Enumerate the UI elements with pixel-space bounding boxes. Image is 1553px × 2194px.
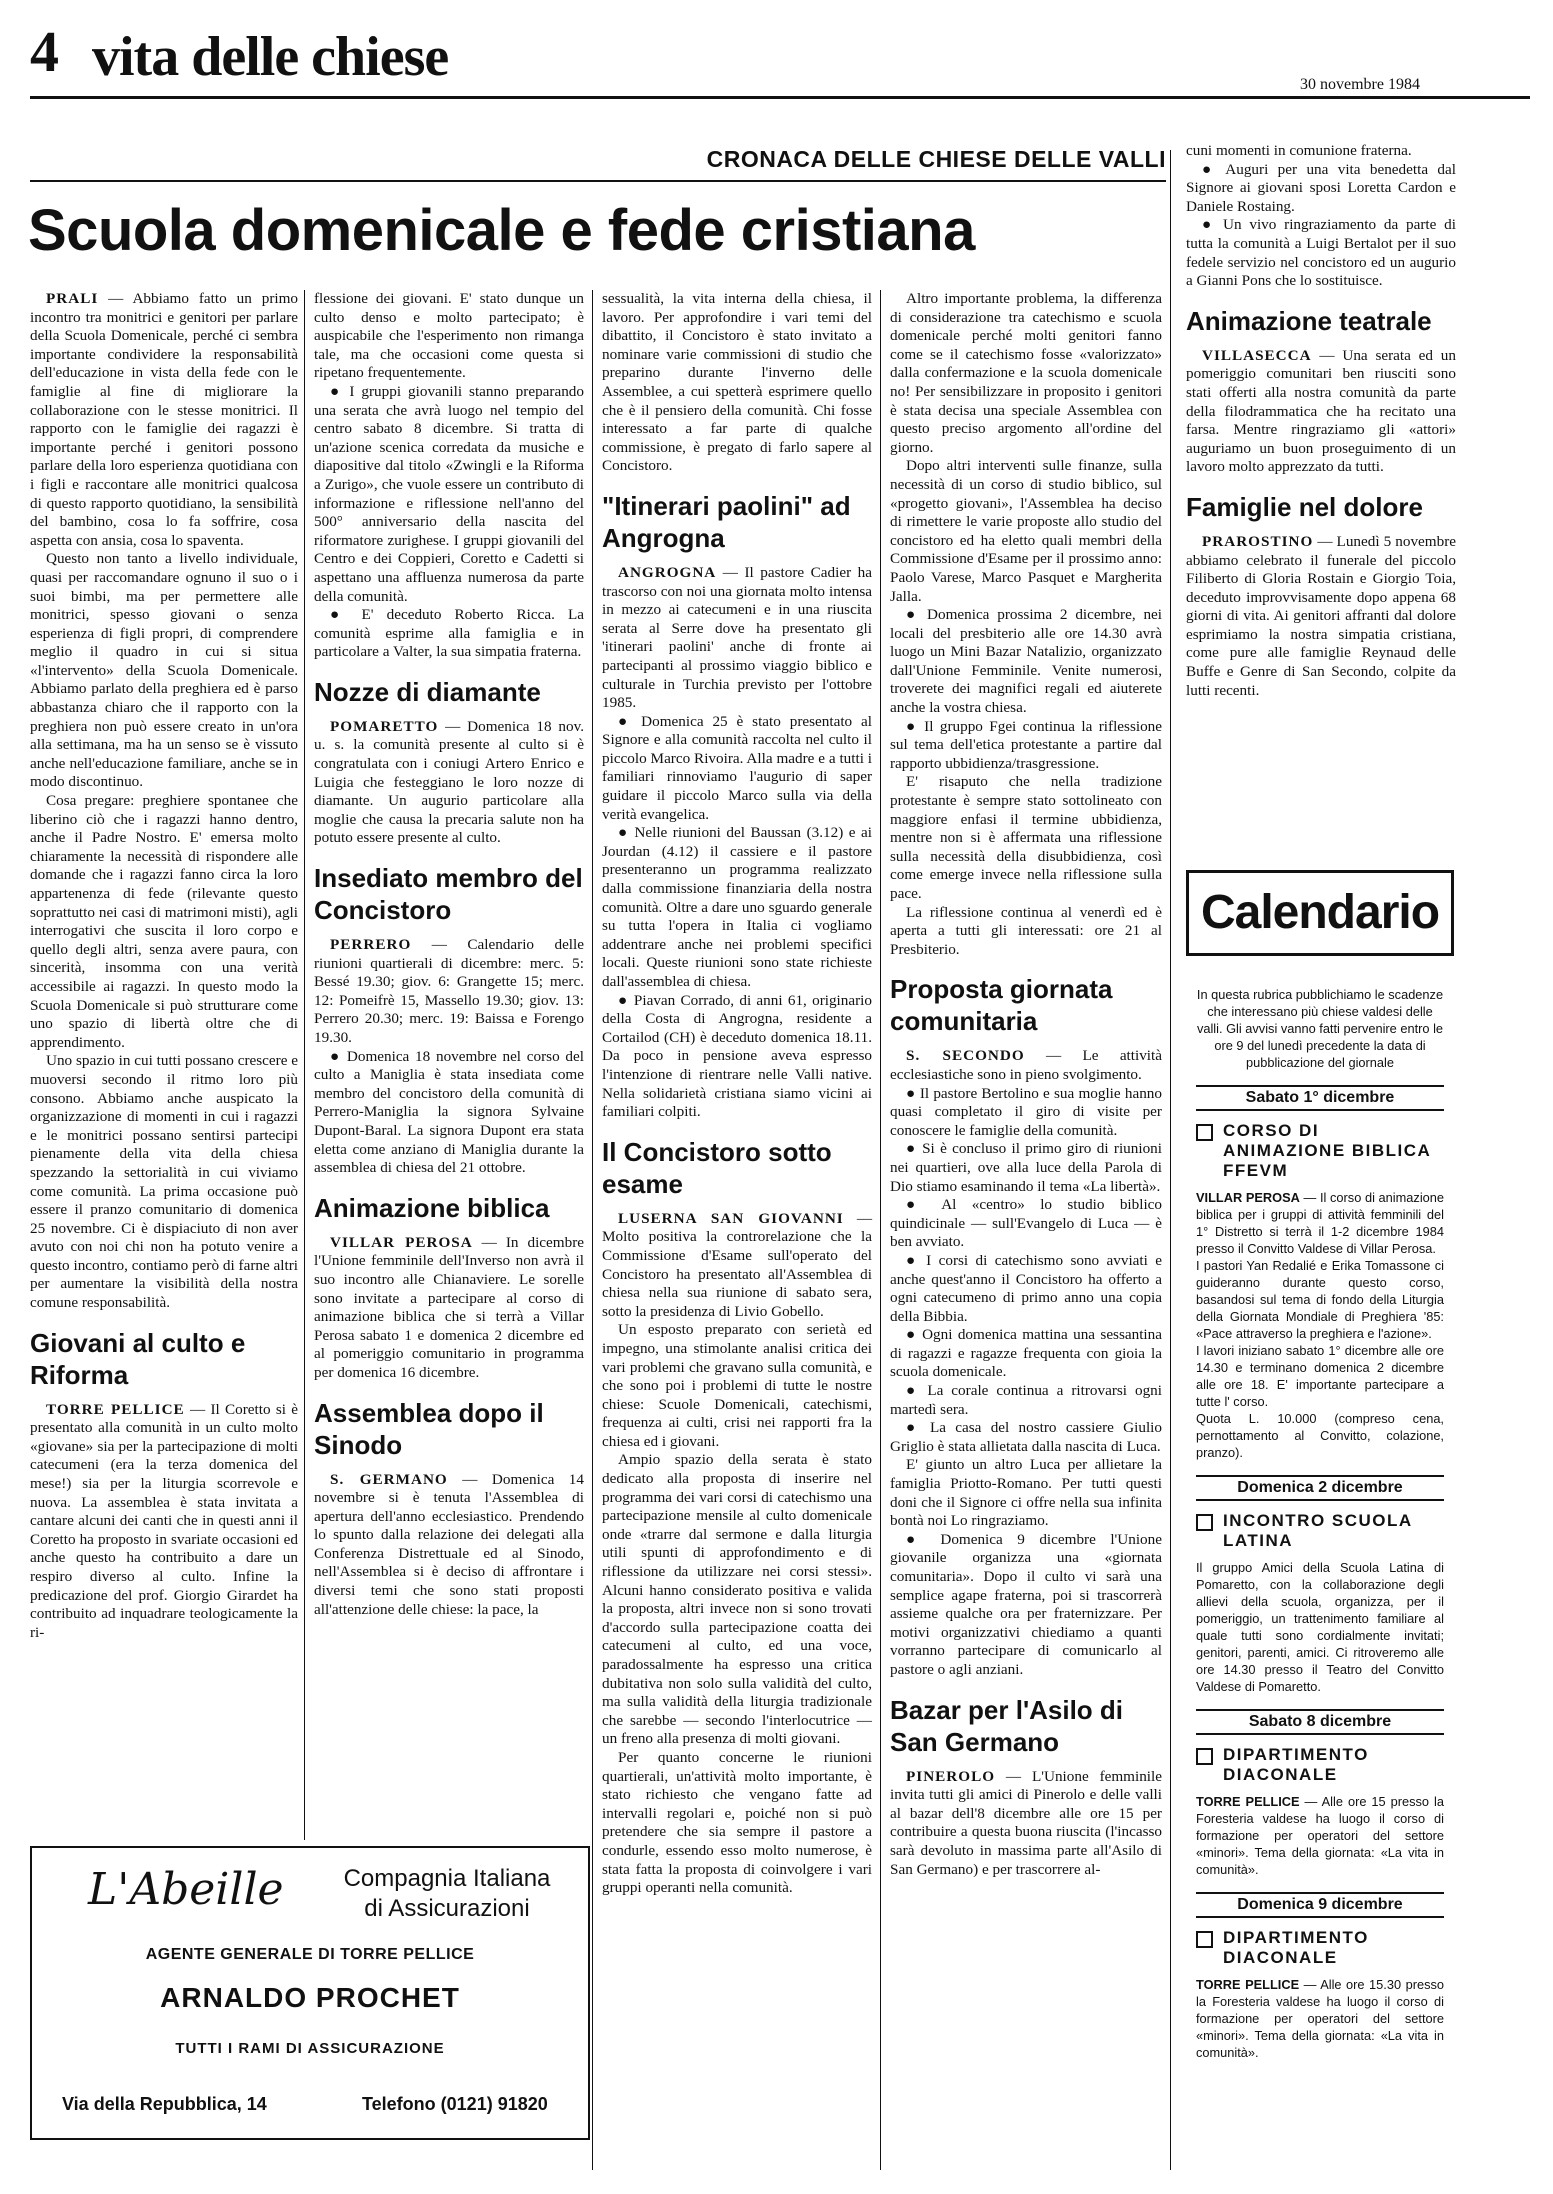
dateline: PINEROLO	[906, 1767, 996, 1785]
calendar-intro: In questa rubrica pubblichiamo le scadenze che interessano più chiese valdesi delle valli. Gli avvisi vanno fatti pervenire entro le ore 9 del lunedì precedente la data di pubblicazione del giornale	[1196, 987, 1444, 1070]
column-rule	[304, 290, 305, 1840]
page-number: 4	[30, 19, 59, 84]
paragraph: Uno spazio in cui tutti possano crescere e muoversi secondo il ritmo loro più consono. Abbiamo anche auspicato la organizzazione di momenti in cui i ragazzi e le monitrici possano sentirsi partecipi pienamente della vita della chiesa spezzando la settorialità in cui viviamo come comunità. La prima occasione può essere il pranzo comunitario di domenica 25 novembre. Ci è dispiaciuto di non aver avuto con noi chi non ha potuto venire a questo incontro, contiamo però di farne altri per aumentare la visibilità della nostra comune responsabilità.	[30, 1052, 298, 1312]
dateline: PRAROSTINO	[1202, 532, 1314, 550]
newspaper-section-title: vita delle chiese	[92, 26, 449, 88]
paragraph: ● La casa del nostro cassiere Giulio Griglio è stata allietata dalla nascita di Luca.	[890, 1419, 1162, 1455]
dateline: TORRE PELLICE	[1196, 1794, 1300, 1809]
paragraph: ● Nelle riunioni del Baussan (3.12) e ai Jourdan (4.12) il cassiere e il pastore presenteranno un programma realizzato dalla commissione finanziaria della nostra comunità. Oltre a dare uno sguardo generale su tutta l'opera in Italia ci vogliamo addentrare anche nei problemi specifici locali. Queste riunioni sono state richieste dall'assemblea di chiesa.	[602, 824, 872, 990]
article-heading: Assemblea dopo il Sinodo	[314, 1397, 544, 1460]
paragraph: ● Un vivo ringraziamento da parte di tutta la comunità a Luigi Bertalot per il suo fedele servizio nel concistoro ed un augurio a Gianni Pons che lo sostituisce.	[1186, 216, 1456, 290]
calendar-day: Sabato 1° dicembre	[1196, 1085, 1444, 1111]
agent-line: AGENTE GENERALE DI TORRE PELLICE	[145, 1946, 475, 1963]
calendar-column	[1196, 986, 1444, 2061]
paragraph: Questo non tanto a livello individuale, quasi per raccomandare ognuno il suo o i suoi bimbi, ma per permettere alle monitrici, spesso giovani o senza esperienza di figli propri, di comprendere meglio il quadro in cui si situa «l'intervento» della Scuola Domenicale. Abbiamo parlato della preghiera ed è parso abbastanza chiaro che il rapporto con la preghiera non può essere creato in un'ora alla settimana, ma ha un senso se è vissuto anche nell'educazione familiare, anche se in modo discontinuo.	[30, 550, 298, 791]
article-heading: Animazione teatrale	[1186, 305, 1432, 336]
article-heading: "Itinerari paolini" ad Angrogna	[602, 490, 851, 553]
paragraph: Altro importante problema, la differenza di considerazione tra catechismo e scuola domenicale perché molti genitori fanno come se il catechismo fosse «valorizzato» dalla confermazione e la scuola domenicale no! Per sensibilizzare in proposito i genitori è stata decisa una speciale Assemblea con questo preciso argomento all'ordine del giorno.	[890, 290, 1162, 456]
dateline: POMARETTO	[330, 717, 439, 735]
calendar-box	[1186, 870, 1454, 956]
paragraph: — Il Coretto si è presentato alla comunità in un culto molto «giovane» sia per la partecipazione di molti catecumeni (era la terza domenica del mese!) sia per la liturgia scorrevole e nuova. La assemblea è stata invitata a cantare alcuni dei canti che in questi anni il Coretto ha proposto in svariate occasioni ed anche questo ha contribuito a dare un respiro diverso al culto. Infine la predicazione del prof. Giorgio Girardet ha contribuito ad inquadrare teologicamente la ri-	[30, 1400, 298, 1641]
paragraph: ● Domenica prossima 2 dicembre, nei locali del presbiterio alle ore 14.30 avrà luogo un Mini Bazar Natalizio, organizzato dall'Unione Femminile. Venite numerosi, troverete dei magnifici regali ed aiuterete anche la vostra chiesa.	[890, 606, 1162, 717]
agent-name: ARNALDO PROCHET	[160, 1982, 460, 2013]
paragraph: Cosa pregare: preghiere spontanee che liberino ciò che i ragazzi hanno dentro, anche il Padre Nostro. E' emersa molto chiaramente la necessità di rispondere alle domande che i ragazzi fanno circa la loro appartenenza di fede (rilevante questo soprattutto nei casi di matrimoni misti), agli interrogativi che suscita il loro corpo e quello degli altri, senza avere paura, con sincerità, insomma con una verità accessibile ai ragazzi. In questo modo la Scuola Domenicale si può strutturare come uno spazio di libertà oltre che di apprendimento.	[30, 792, 298, 1051]
paragraph: — Domenica 18 nov. u. s. la comunità presente al culto si è congratulata con i coniugi Artero Enrico e Luigia che festeggiano le loro nozze di diamante. Un augurio particolare alla moglie che causa la precaria salute non ha potuto essere presente al culto.	[314, 717, 584, 847]
dateline: S. GERMANO	[330, 1470, 448, 1488]
dateline: VILLAR PEROSA	[1196, 1190, 1300, 1205]
paragraph: Per quanto concerne le riunioni quartierali, un'attività molto importante, è stato richiesto che vengano fatte ad intervalli regolari e, poiché non si può pretendere che sia sempre il pastore a condurle, essendo esso molto numerose, è stata fatta la proposta di coinvolgere i vari gruppi operanti nella comunità.	[602, 1748, 872, 1897]
calendar-event-text: Quota L. 10.000 (compreso cena, pernottamento al Convitto, colazione, pranzo).	[1196, 1411, 1444, 1460]
article-heading: Nozze di diamante	[314, 676, 541, 707]
paragraph: ● Il gruppo Fgei continua la riflessione sul tema dell'etica protestante a partire dal rapporto ubbidienza/trasgressione.	[890, 717, 1162, 772]
calendar-day: Domenica 2 dicembre	[1196, 1475, 1444, 1501]
insurance-advertisement	[30, 1846, 590, 2140]
paragraph: ● I corsi di catechismo sono avviati e anche quest'anno il Concistoro ha offerto a ogni catecumeno di primo anno una copia della Bibbia.	[890, 1251, 1162, 1325]
article-heading: Giovani al culto e Riforma	[30, 1327, 246, 1390]
paragraph: ● Ogni domenica mattina una sessantina di ragazzi e ragazze frequenta con gioia la scuola domenicale.	[890, 1326, 1162, 1381]
issue-date: 30 novembre 1984	[1300, 76, 1420, 93]
calendar-event-text: Il gruppo Amici della Scuola Latina di Pomaretto, con la collaborazione degli allievi della scuola, organizza, per il pomeriggio, un trattenimento familiare al quale tutti sono cordialmente invitati; genitori, parenti, amici. Ci ritroveremo alle ore 14.30 presso il Teatro del Convitto Valdese di Pomaretto.	[1196, 1560, 1444, 1694]
ad-address: Via della Repubblica, 14	[62, 2094, 267, 2114]
ad-phone: Telefono (0121) 91820	[362, 2094, 548, 2114]
checkbox-icon	[1196, 1748, 1213, 1765]
paragraph: — L'Unione femminile invita tutti gli amici di Pinerolo e delle valli al bazar dell'8 dicembre alle ore 15 per contribuire a questa buona riuscita (l'incasso sarà devoluto in massima parte all'Asilo di San Germano) e per trascorrere al-	[890, 1767, 1162, 1878]
dateline: PRALI	[46, 290, 99, 307]
paragraph: ● Il pastore Bertolino e sua moglie hanno quasi completato il giro di visite per conoscere le famiglie della comunità.	[890, 1084, 1162, 1139]
company-logo: L'Abeille	[88, 1864, 284, 1915]
paragraph: — Domenica 14 novembre si è tenuta l'Assemblea di apertura dell'anno ecclesiastico. Prendendo lo spunto dalla relazione dei delegati alla Conferenza Distrettuale ed al Sinodo, nell'Assemblea si è deciso di affrontare i diversi temi che sono stati proposti all'attenzione delle chiese: la pace, la	[314, 1470, 584, 1618]
calendar-day: Sabato 8 dicembre	[1196, 1709, 1444, 1735]
paragraph: flessione dei giovani. E' stato dunque un culto denso e molto partecipato; è auspicabile che l'esperimento non rimanga tale, ma che occasioni come questa si ripetano frequentemente.	[314, 290, 584, 382]
section-header-rule	[30, 180, 1166, 182]
checkbox-icon	[1196, 1514, 1213, 1531]
calendar-event-title: CORSO DI ANIMAZIONE BIBLICA FFEVM	[1223, 1121, 1431, 1180]
article-heading: Proposta giornata comunitaria	[890, 974, 1113, 1037]
paragraph: ● La corale continua a ritrovarsi ogni martedì sera.	[890, 1382, 1162, 1418]
column-rule	[1170, 150, 1171, 2170]
calendar-event-text: — Alle ore 15 presso la Foresteria valdese ha luogo il corso di formazione per operatori del settore «minori». Tema della giornata: «La vita in comunità».	[1196, 1794, 1444, 1877]
dateline: ANGROGNA	[618, 563, 717, 581]
paragraph: sessualità, la vita interna della chiesa, il lavoro. Per approfondire i vari temi del dibattito, il Concistoro è stato invitato a nominare varie commissioni di studio che preparino durante l'inverno delle Assemblee, a cui spetterà esprimere quello che è il pensiero della comunità. Chi fosse interessato a far parte di qualche commissione, è pregato di farlo sapere al Concistoro.	[602, 290, 872, 475]
section-header: CRONACA DELLE CHIESE DELLE VALLI	[706, 146, 1166, 172]
paragraph: — Le attività ecclesiastiche sono in pieno svolgimento.	[890, 1047, 1162, 1083]
column-3	[602, 290, 872, 1898]
paragraph: E' giunto un altro Luca per allietare la famiglia Priotto-Romano. Per tutti questi doni che il Signore ci offre nella sua infinita bontà noi Lo ringraziamo.	[890, 1456, 1162, 1530]
paragraph: ● Al «centro» lo studio biblico quindicinale — sull'Evangelo di Luca — è ben avviato.	[890, 1196, 1162, 1251]
calendar-title: Calendario	[1200, 886, 1440, 939]
paragraph: cuni momenti in comunione fraterna.	[1186, 142, 1412, 159]
dateline: VILLAR PEROSA	[330, 1233, 473, 1251]
calendar-event-title: DIPARTIMENTO DIACONALE	[1223, 1745, 1369, 1784]
paragraph: ● Piavan Corrado, di anni 61, originario della Costa di Angrogna, residente a Cortailod (CH) è deceduto domenica 18.11. Da poco in pensione aveva espresso l'intenzione di rientrare nelle Valli native. Nella solidarietà cristiana siamo vicini ai familiari colpiti.	[602, 991, 872, 1121]
column-2	[314, 290, 584, 1619]
calendar-day: Domenica 9 dicembre	[1196, 1892, 1444, 1918]
calendar-event-text: I lavori iniziano sabato 1° dicembre alle ore 14.30 e terminano domenica 2 dicembre alle ore 18. E' importante partecipare a tutte l' corso.	[1196, 1343, 1444, 1409]
dateline: TORRE PELLICE	[46, 1400, 185, 1418]
paragraph: Un esposto preparato con serietà ed impegno, una stimolante analisi critica dei vari problemi che gravano sulla comunità, e che sono poi i problemi di tutte le nostre chiese: Scuole Domenicali, catechismi, frequenza ai culti, crisi nei rapporti fra la chiesa ed i giovani.	[602, 1321, 872, 1450]
paragraph: — Calendario delle riunioni quartierali di dicembre: merc. 5: Bessé 19.30; giov. 6: Grangette 15; merc. 12: Pomeifrè 15, Massello 19.30; giov. 13: Perrero 20.30; merc. 19: Baissa e Forengo 19.30.	[314, 936, 584, 1046]
article-heading: Il Concistoro sotto esame	[602, 1136, 832, 1199]
column-5	[1186, 142, 1456, 700]
checkbox-icon	[1196, 1124, 1213, 1141]
article-heading: Bazar per l'Asilo di San Germano	[890, 1694, 1124, 1757]
dateline: PERRERO	[330, 936, 412, 954]
paragraph: ● I gruppi giovanili stanno preparando una serata che avrà luogo nel tempio del centro sabato 8 dicembre. Si tratta di un'azione scenica corredata da musiche e diapositive dal titolo «Zwingli e la Riforma a Zurigo», che vuole essere un contributo di informazione e riflessione nell'anno del 500° anniversario della nascita del riformatore zurighese. I gruppi giovanili del Centro e dei Coppieri, Coretto e Cadetti si aspettano una affluenza numerosa da parte della comunità.	[314, 382, 584, 605]
calendar-event-text: — Il corso di animazione biblica per i gruppi di attività femminili del 1° Distretto si terrà il 1-2 dicembre 1984 presso il Convitto Valdese di Villar Perosa.	[1196, 1190, 1445, 1256]
dateline: S. SECONDO	[906, 1047, 1025, 1065]
paragraph: ● Auguri per una vita benedetta dal Signore ai giovani sposi Loretta Cardon e Daniele Rostaing.	[1186, 160, 1456, 215]
dateline: TORRE PELLICE	[1196, 1977, 1300, 1992]
article-heading: Animazione biblica	[314, 1192, 550, 1223]
paragraph: ● Domenica 25 è stato presentato al Signore e alla comunità raccolta nel culto il piccolo Marco Rivoira. Alla madre e a tutti i familiari rinnoviamo l'augurio di saper guidare il piccolo Marco sulla via della verità evangelica.	[602, 712, 872, 823]
article-heading: Insediato membro del Concistoro	[314, 863, 583, 926]
paragraph: — In dicembre l'Unione femminile dell'Inverso non avrà il suo incontro alle Chianaviere. Le sorelle sono invitate a partecipare al corso di animazione biblica che si terrà a Villar Perosa sabato 1 e domenica 2 dicembre ed al pomeriggio comunitario in programma per domenica 16 dicembre.	[314, 1233, 584, 1381]
paragraph: ● E' deceduto Roberto Ricca. La comunità esprime alla famiglia e in particolare a Valter, la sua simpatia fraterna.	[314, 606, 584, 661]
paragraph: ● Domenica 9 dicembre l'Unione giovanile organizza una «giornata comunitaria». Dopo il culto vi sarà una semplice agape fraterna, poi si trascorrerà assieme qualche ora per fraternizzare. Per motivi organizzativi chiediamo a quanti vorranno partecipare di comunicarlo al pastore o agli anziani.	[890, 1530, 1162, 1678]
paragraph: — Molto positiva la controrelazione che la Commissione d'Esame sull'operato del Concistoro ha presentato all'Assemblea di chiesa nella sua riunione di sabato sera, sotto la presidenza di Livio Gobello.	[602, 1209, 872, 1320]
column-1	[30, 290, 298, 1642]
calendar-event-title: DIPARTIMENTO DIACONALE	[1223, 1928, 1369, 1967]
column-rule	[592, 290, 593, 2170]
paragraph: ● Domenica 18 novembre nel corso del culto a Maniglia è stata insediata come membro del concistoro della comunità di Perrero-Maniglia la signora Sylvaine Dupont-Baral. La signora Dupont era stata eletta come anziano di Maniglia durante la assemblea di chiesa del 21 ottobre.	[314, 1047, 584, 1177]
article-heading: Famiglie nel dolore	[1186, 491, 1423, 522]
paragraph: E' risaputo che nella tradizione protestante è sempre stato sottolineato con maggiore enfasi il termine ubbidienza, mentre non si è affermata una riflessione sulla necessità della disubbidienza, così come emerge invece nella riflessione sulla pace.	[890, 773, 1162, 902]
checkbox-icon	[1196, 1931, 1213, 1948]
paragraph: ● Si è concluso il primo giro di riunioni nei quartieri, ove alla luce della Parola di Dio stiamo esaminando il tema «La libertà».	[890, 1140, 1162, 1195]
paragraph: — Abbiamo fatto un primo incontro tra monitrici e genitori per parlare della Scuola Domenicale, perché ci sembra importante condividere la responsabilità dell'educazione in vista della fede con le famiglie al fine di migliorare la collaborazione con le stesse monitrici. Il rapporto con le famiglie dei ragazzi è importante perché i genitori possono parlare della loro esperienza quotidiana con i figli e raccontare alle monitrici qualcosa di questo rapporto quotidiano, la sensibilità del bambino, cosa lo fa soffrire, cosa aspetta con ansia, cosa lo spaventa.	[30, 290, 298, 549]
company-name: Compagnia Italiana di Assicurazioni	[343, 1865, 551, 1922]
calendar-event-text: — Alle ore 15.30 presso la Foresteria valdese ha luogo il corso di formazione per operatori del settore «minori». Tema della giornata: «La vita in comunità».	[1196, 1977, 1444, 2060]
paragraph: — Il pastore Cadier ha trascorso con noi una giornata molto intensa in mezzo ai catecumeni e in una riuscita serata al Serre dove ha presentato gli 'itinerari paolini' anche di fronte ai partecipanti al prossimo viaggio biblico e culturale in Turchia previsto per l'ottobre 1985.	[602, 563, 872, 712]
paragraph: — Lunedì 5 novembre abbiamo celebrato il funerale del piccolo Filiberto di Gloria Rostain e Giorgio Toia, deceduto improvvisamente dopo appena 68 giorni di vita. Ai genitori affranti dal dolore esprimiamo la nostra simpatia cristiana, come pure alle famiglie Reynaud delle Buffe e Genre di San Secondo, colpite da lutti recenti.	[1186, 532, 1456, 699]
paragraph: La riflessione continua al venerdì ed è aperta a tutti gli interessati: ore 21 al Presbiterio.	[890, 903, 1162, 958]
dateline: LUSERNA SAN GIOVANNI	[618, 1209, 844, 1227]
paragraph: — Una serata ed un pomeriggio comunitari ben riusciti sono stati offerti alla nostra comunità da parte della filodrammatica che ha recitato una farsa. Mentre ringraziamo gli «attori» auguriamo un buon proseguimento di un lavoro molto apprezzato da tutti.	[1186, 346, 1456, 476]
calendar-event-title: INCONTRO SCUOLA LATINA	[1223, 1511, 1413, 1550]
dateline: VILLASECCA	[1202, 346, 1312, 364]
main-headline: Scuola domenicale e fede cristiana	[28, 198, 975, 263]
calendar-event-text: I pastori Yan Redalié e Erika Tomassone ci guideranno durante questo corso, basandosi sul tema di fondo della Liturgia della Giornata Mondiale di Preghiera '85: «Pace attraverso la preghiera e l'azione».	[1196, 1258, 1444, 1341]
column-rule	[880, 290, 881, 2170]
column-4	[890, 290, 1162, 1879]
paragraph: Ampio spazio della serata è stato dedicato alla proposta di inserire nel programma dei vari corsi di catechismo una partecipazione mensile al culto domenicale onde «trarre dal sermone e dalla liturgia utili spunti di approfondimento e di riflessione da utilizzare nei corsi stessi». Alcuni hanno considerato positiva e valida la proposta, altri invece non si sono trovati d'accordo sulla partecipazione coatta dei catecumeni al culto, ed una voce, paradossalmente ha espresso una critica dubitativa non solo sulla validità del culto, ma sulla validità della liturgia tradizionale che sarebbe — secondo l'interlocutrice — un freno alla presenza di molti giovani.	[602, 1451, 872, 1748]
ad-tagline: TUTTI I RAMI DI ASSICURAZIONE	[175, 2040, 445, 2057]
paragraph: Dopo altri interventi sulle finanze, sulla necessità di un corso di studio biblico, sul «progetto giovani», l'Assemblea ha deciso di rimettere le varie proposte allo studio del concistoro ed ha eletto quali membri della Commissione d'Esame per il prossimo anno: Paolo Varese, Marco Pasquet e Margherita Jalla.	[890, 457, 1162, 605]
masthead-rule	[30, 96, 1530, 99]
